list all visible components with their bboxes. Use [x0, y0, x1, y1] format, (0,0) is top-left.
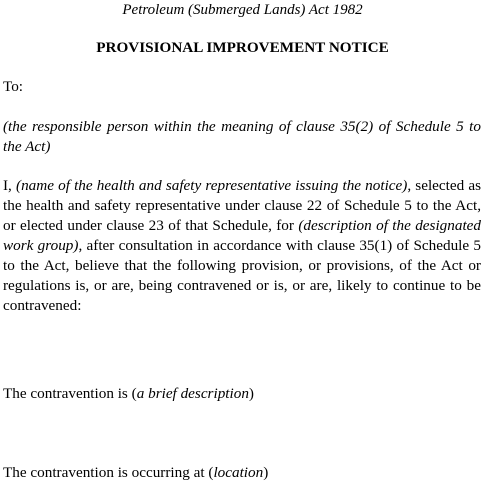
- declaration-tail: , after consultation in accordance with clause 35(1) of Schedule 5 to the Act, believe that the following provision, or provisions, of the Act or regulations is, or are, being contravened or is, or are, likely to continue to be contravened:: [3, 237, 482, 314]
- running-head: Petroleum (Submerged Lands) Act 1982: [122, 2, 363, 18]
- declaration-paragraph: [3, 176, 481, 316]
- hsr-name-note: (name of the health and safety representative issuing the notice): [16, 177, 408, 194]
- contravention-prefix: The contravention is (: [3, 385, 137, 402]
- notice-title: PROVISIONAL IMPROVEMENT NOTICE: [96, 39, 389, 56]
- declaration-middle: , selected as the health and safety representative under clause 22 of Schedule 5 to the Act, or elected under clause 23 of that Schedule, for: [3, 177, 482, 234]
- work-group-note: (description of the designated work group): [3, 217, 482, 254]
- location-prefix: The contravention is occurring at (: [3, 464, 214, 481]
- contravention-suffix: ): [248, 385, 254, 402]
- location-suffix: ): [263, 464, 269, 481]
- contravention-line: [3, 384, 254, 404]
- location-note: location: [213, 464, 264, 481]
- location-line: [3, 463, 268, 483]
- declaration-lead: I,: [3, 177, 12, 194]
- to-label: To:: [3, 78, 24, 95]
- contravention-note: a brief description: [136, 385, 249, 402]
- responsible-person-note: (the responsible person within the meaning of clause 35(2) of Schedule 5 to the Act): [3, 118, 481, 155]
